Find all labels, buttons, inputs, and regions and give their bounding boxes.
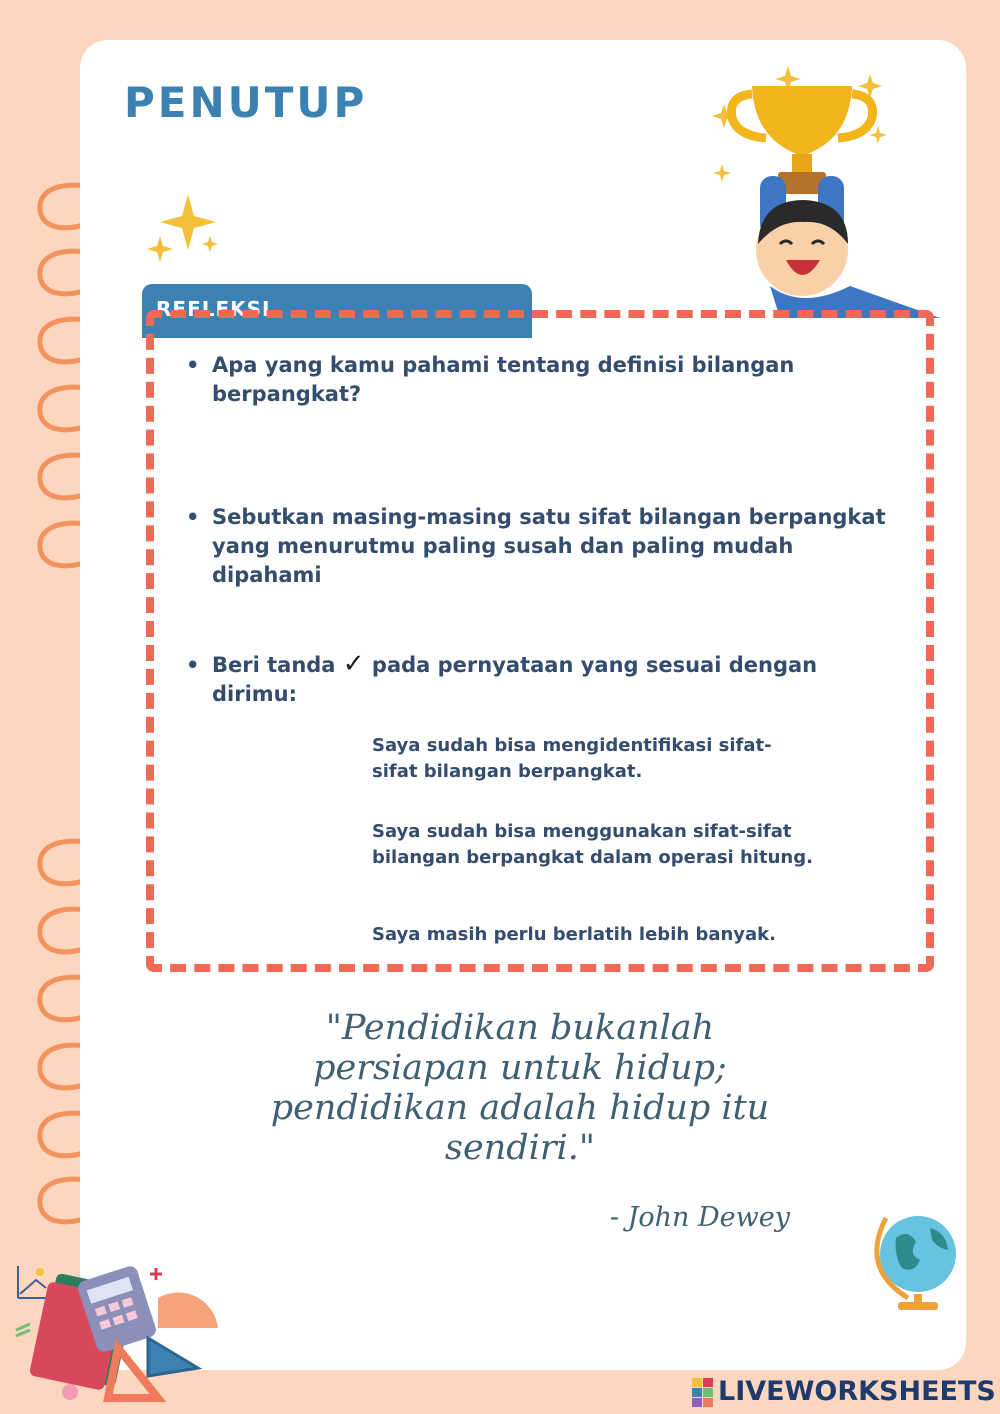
- reflection-tab-label: REFLEKSI: [156, 297, 271, 321]
- check-prompt-after: pada pernyataan yang sesuai dengan dirimu:: [212, 653, 818, 706]
- statement-option[interactable]: Saya sudah bisa mengidentifikasi sifat-sifat bilangan berpangkat.: [372, 735, 772, 782]
- question-text: Apa yang kamu pahami tentang definisi bilangan berpangkat?: [212, 353, 795, 406]
- reflection-box: [146, 310, 934, 972]
- globe-icon: [868, 1198, 968, 1318]
- liveworksheets-logo: [692, 1374, 996, 1408]
- bullet-icon: •: [186, 353, 200, 377]
- bullet-icon: •: [186, 653, 200, 677]
- quote-text: "Pendidikan bukanlah persiapan untuk hidup; pendidikan adalah hidup itu sendiri.": [270, 1008, 770, 1168]
- question-text: [212, 651, 846, 709]
- school-supplies-icon: [8, 1258, 228, 1408]
- check-prompt-before: Beri tanda: [212, 653, 336, 677]
- quote-author: - John Dewey: [609, 1202, 790, 1233]
- statement-option[interactable]: Saya masih perlu berlatih lebih banyak.: [372, 924, 776, 945]
- question-item: [186, 651, 846, 709]
- page-title: PENUTUP: [124, 78, 368, 127]
- question-text: Sebutkan masing-masing satu sifat bilangan berpangkat yang menurutmu paling susah dan paling mudah dipahami: [212, 505, 886, 587]
- bullet-icon: •: [186, 505, 200, 529]
- question-item: [186, 503, 906, 590]
- sparkle-icon: [140, 190, 230, 280]
- liveworksheets-logo-text: LIVEWORKSHEETS: [718, 1376, 996, 1407]
- statement-option[interactable]: Saya sudah bisa menggunakan sifat-sifat bilangan berpangkat dalam operasi hitung.: [372, 821, 813, 868]
- question-item: [186, 351, 906, 409]
- trophy-boy-icon: [700, 60, 950, 320]
- checkmark-icon: ✓: [342, 649, 365, 679]
- liveworksheets-logo-icon: [692, 1378, 714, 1408]
